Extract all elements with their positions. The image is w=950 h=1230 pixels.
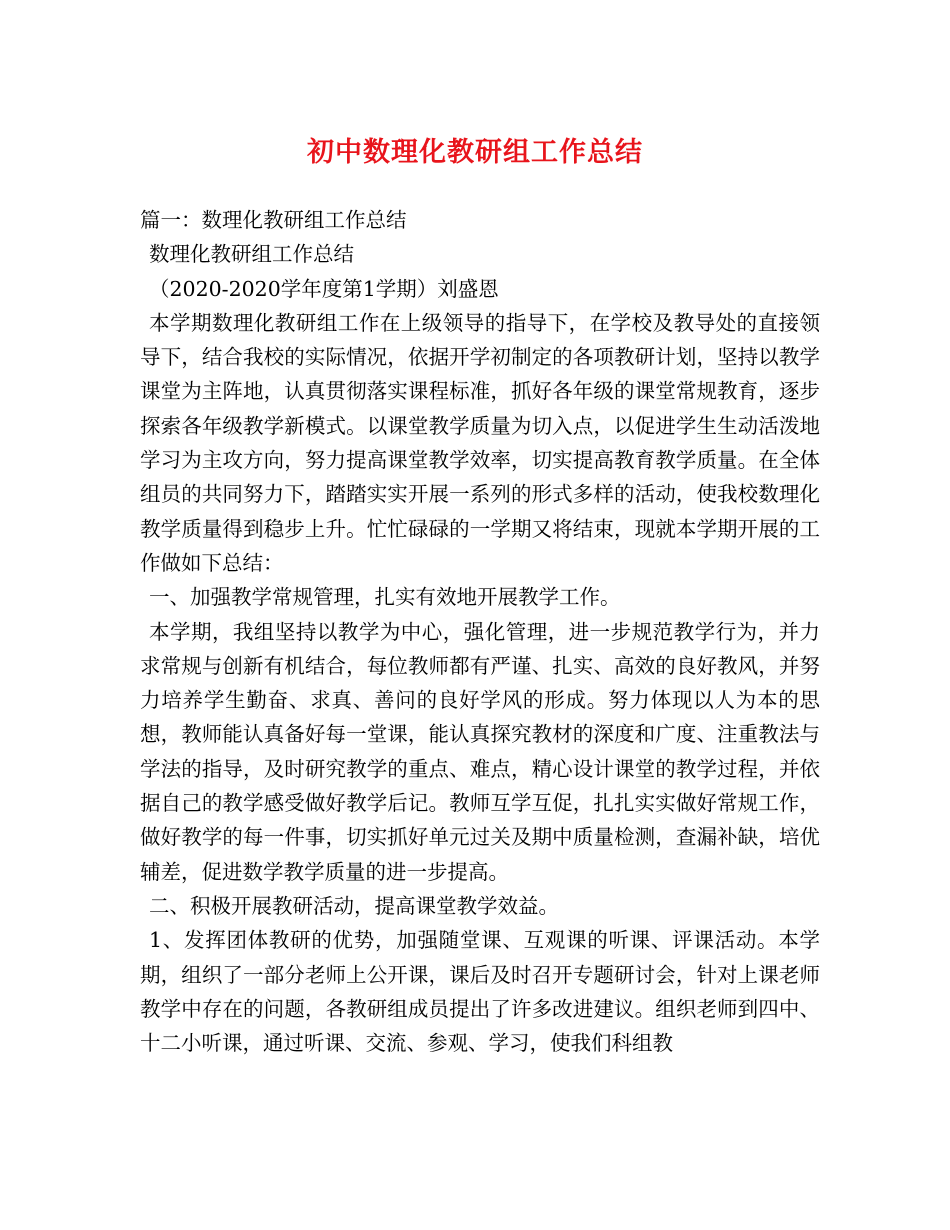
intro-paragraph: 本学期数理化教研组工作在上级领导的指导下，在学校及教导处的直接领导下，结合我校的实际情况，依据开学初制定的各项教研计划，坚持以教学课堂为主阵地，认真贯彻落实课程标准，抓好各年级的课堂常规教育，逐步探索各年级教学新模式。以课堂教学质量为切入点，以促进学生生动活泼地学习为主攻方向，努力提高课堂教学效率，切实提高教育教学质量。在全体组员的共同努力下，踏踏实实开展一系列的形式多样的活动，使我校数理化教学质量得到稳步上升。忙忙碌碌的一学期又将结束，现就本学期开展的工作做如下总结： — [140, 310, 820, 575]
document-body — [140, 203, 820, 1060]
heading-one: 一、加强教学常规管理，扎实有效地开展教学工作。 — [149, 585, 621, 610]
section-heading: 篇一：数理化教研组工作总结 — [140, 208, 407, 232]
subtitle: 数理化教研组工作总结 — [149, 242, 354, 267]
term-author-line: （2020-2020学年度第1学期）刘盛恩 — [149, 276, 499, 301]
paragraph-one: 本学期，我组坚持以教学为中心，强化管理，进一步规范教学行为，并力求常规与创新有机结合，每位教师都有严谨、扎实、高效的良好教风，并努力培养学生勤奋、求真、善问的良好学风的形成。努力体现以人为本的思想，教师能认真备好每一堂课，能认真探究教材的深度和广度、注重教法与学法的指导，及时研究教学的重点、难点，精心设计课堂的教学过程，并依据自己的教学感受做好教学后记。教师互学互促，扎扎实实做好常规工作，做好教学的每一件事，切实抓好单元过关及期中质量检测，查漏补缺，培优辅差，促进数学教学质量的进一步提高。 — [140, 619, 820, 884]
document-title: 初中数理化教研组工作总结 — [307, 137, 643, 168]
paragraph-two: 1、发挥团体教研的优势，加强随堂课、互观课的听课、评课活动。本学期，组织了一部分老师上公开课，课后及时召开专题研讨会，针对上课老师教学中存在的问题，各教研组成员提出了许多改进建议。组织老师到四中、十二小听课，通过听课、交流、参观、学习，使我们科组教 — [140, 928, 820, 1056]
heading-two: 二、积极开展教研活动，提高课堂教学效益。 — [149, 893, 559, 918]
